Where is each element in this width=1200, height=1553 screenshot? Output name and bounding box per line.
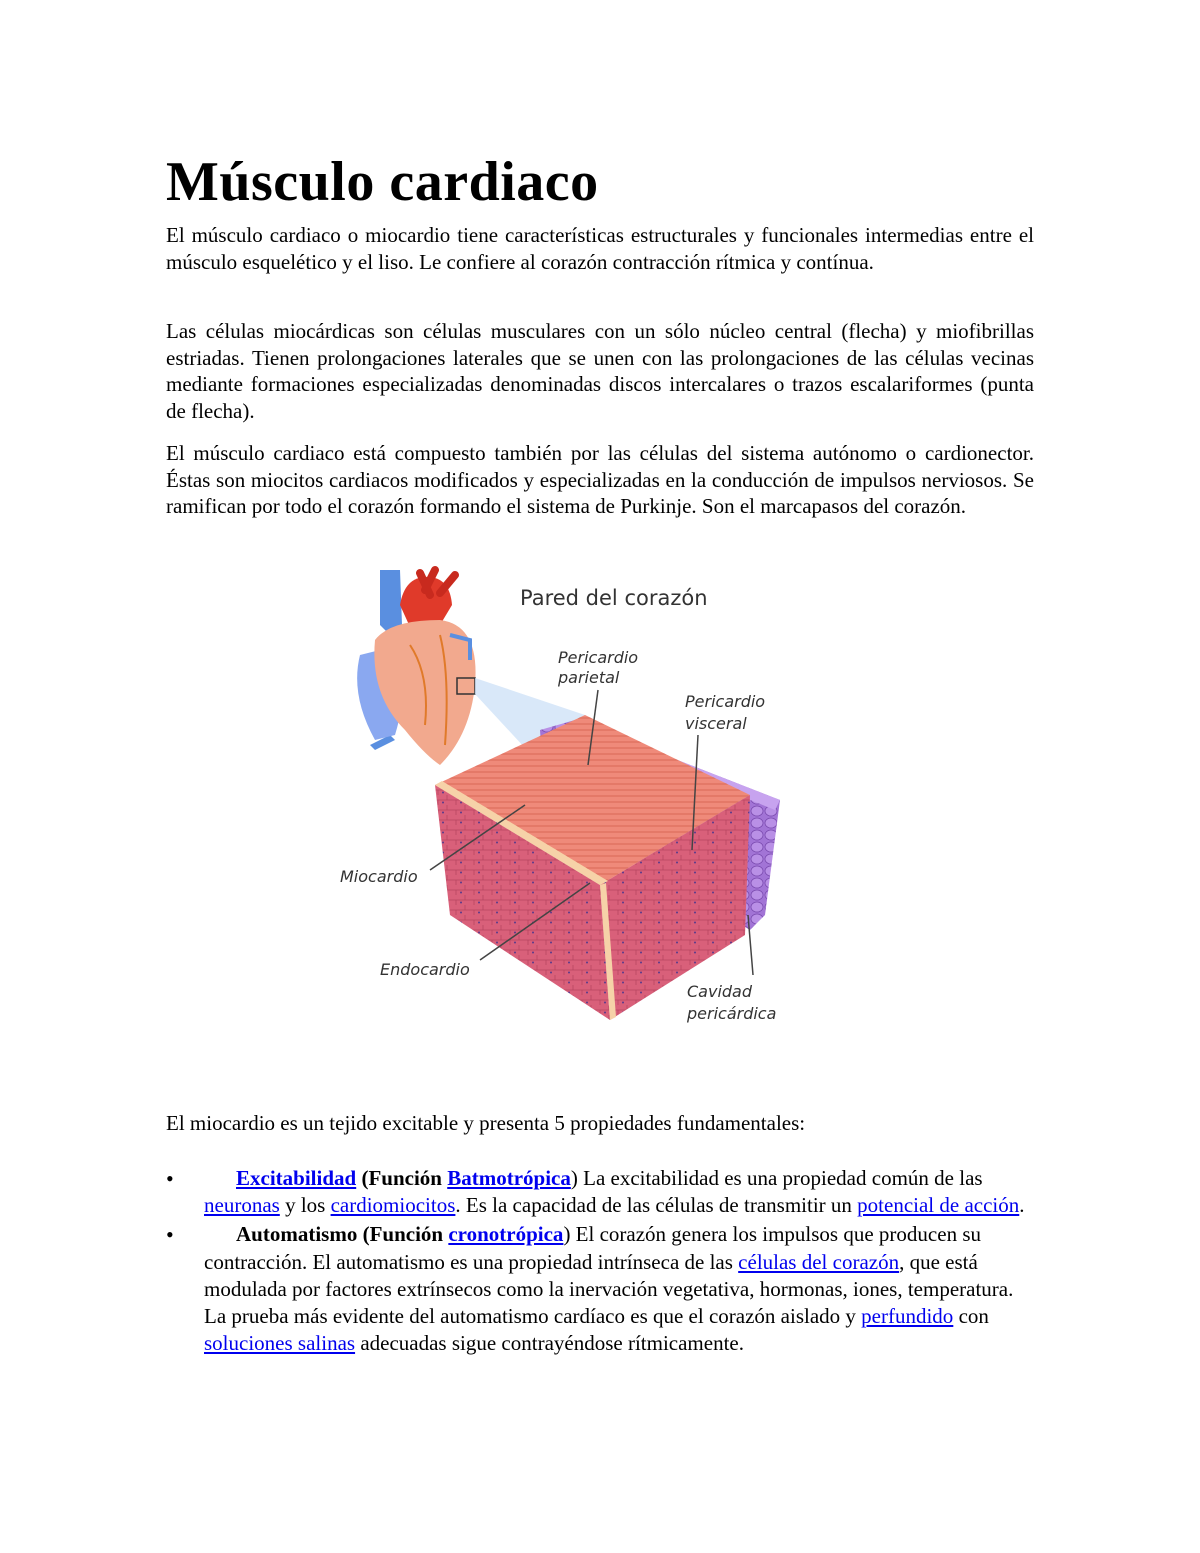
paragraph-cells: Las células miocárdicas son células musculares con un sólo núcleo central (flecha) y miofibrillas estriadas. Tienen prolongaciones laterales que se unen con las prolongaciones de las células vecinas mediante formaciones especializadas denominadas discos intercalares o trazos escalariformes (punta de flecha). [166, 319, 1034, 423]
link-potencial-de-accion[interactable]: potencial de acción [857, 1193, 1020, 1218]
text-segment: ) El corazón genera los impulsos que producen su contracción. El automatismo es una propiedad intrínseca de las [204, 1222, 981, 1274]
page-title: Músculo cardiaco [166, 151, 599, 213]
myocardium-block [435, 715, 750, 1020]
link-cardiomiocitos[interactable]: cardiomiocitos [330, 1193, 456, 1218]
text-segment: con [953, 1304, 989, 1329]
heart-wall-figure [330, 565, 800, 1030]
link-celulas-del-corazon[interactable]: células del corazón [738, 1249, 900, 1274]
label-cavidad-2: pericárdica [687, 1004, 777, 1023]
property-name: Automatismo (Función [236, 1222, 449, 1247]
label-cavidad-1: Cavidad [687, 982, 753, 1001]
bullet-icon: • [166, 1222, 174, 1248]
link-neuronas[interactable]: neuronas [204, 1193, 280, 1218]
link-cronotropica[interactable]: cronotrópica [448, 1222, 564, 1247]
text-segment: ) La excitabilidad es una propiedad común de las [570, 1166, 983, 1190]
link-batmotropica[interactable]: Batmotrópica [447, 1166, 571, 1190]
properties-intro: El miocardio es un tejido excitable y presenta 5 propiedades fundamentales: [166, 1111, 806, 1135]
list-item [166, 1165, 1036, 1219]
heart-icon [357, 570, 475, 765]
properties-list [166, 1165, 1036, 1359]
heart-wall-illustration [330, 565, 800, 1030]
func-label: (Función [361, 1166, 448, 1190]
text-segment: y los [279, 1193, 331, 1218]
text-segment: . [1019, 1193, 1025, 1218]
label-miocardio: Miocardio [340, 867, 418, 886]
label-pericardio-visceral-2: visceral [685, 714, 747, 733]
paragraph-conduction: El músculo cardiaco está compuesto también por las células del sistema autónomo o cardionector. Éstas son miocitos cardiacos modificados y especializadas en la conducción de impulsos nerviosos. Se ramifican por todo el corazón formando el sistema de Purkinje. Son el marcapasos del corazón. [166, 441, 1034, 518]
bullet-icon: • [166, 1166, 174, 1191]
label-pericardio-visceral-1: Pericardio [685, 692, 766, 711]
label-pericardio-parietal-2: parietal [558, 668, 620, 687]
label-endocardio: Endocardio [380, 960, 470, 979]
link-soluciones-salinas[interactable]: soluciones salinas [204, 1331, 356, 1356]
text-segment: adecuadas sigue contrayéndose rítmicamente. [355, 1331, 744, 1356]
link-perfundido[interactable]: perfundido [861, 1304, 954, 1329]
link-excitabilidad[interactable]: Excitabilidad [236, 1166, 357, 1190]
text-segment: , que está modulada por factores extrínsecos como la inervación vegetativa, hormonas, iones, temperatura. La prueba más evidente del automatismo cardíaco es que el corazón aislado y [204, 1249, 1014, 1329]
text-segment: . Es la capacidad de las células de transmitir un [455, 1193, 858, 1218]
list-item [166, 1221, 1036, 1357]
label-pericardio-parietal-1: Pericardio [558, 648, 639, 667]
paragraph-definition: El músculo cardiaco o miocardio tiene características estructurales y funcionales intermedias entre el músculo esquelético y el liso. Le confiere al corazón contracción rítmica y contínua. [166, 223, 1034, 274]
figure-title: Pared del corazón [520, 586, 708, 610]
